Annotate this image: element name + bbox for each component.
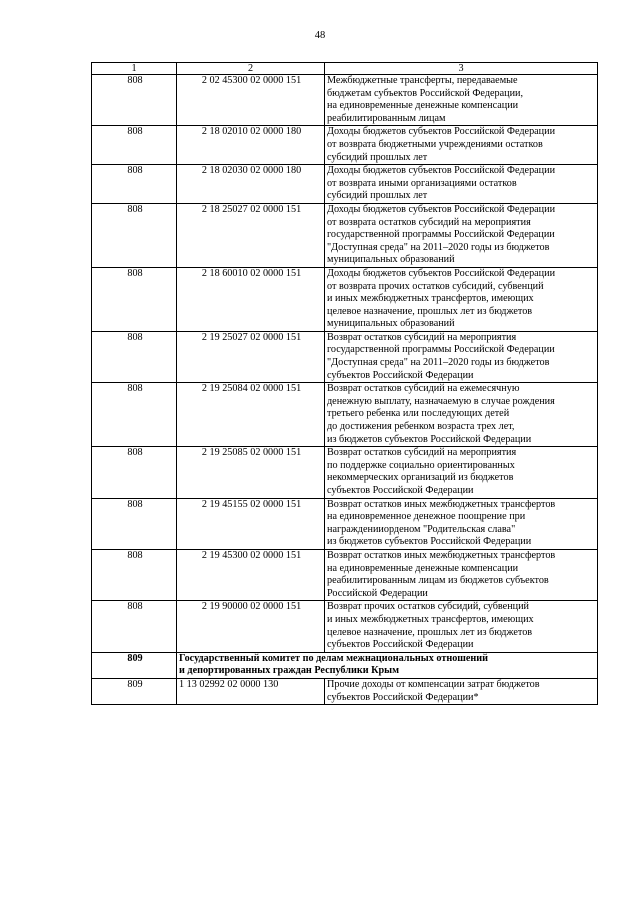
admin-code-cell: 808 — [92, 447, 177, 498]
table-row — [92, 383, 598, 447]
admin-code-cell: 808 — [92, 75, 177, 126]
revenue-code-cell: 2 19 90000 02 0000 151 — [177, 601, 325, 652]
revenue-code-cell: 1 13 02992 02 0000 130 — [177, 678, 325, 704]
admin-code-cell: 808 — [92, 203, 177, 267]
admin-code-cell: 808 — [92, 498, 177, 549]
table-header-row — [92, 63, 598, 75]
revenue-codes-table — [91, 62, 598, 705]
column-header: 2 — [177, 63, 325, 75]
revenue-name-cell: Доходы бюджетов субъектов Российской Федерации от возврата остатков субсидий на мероприятия государственной программы Российской Федерации "Доступная среда" на 2011–2020 годы из бюджетов муниципальных образований — [325, 203, 598, 267]
revenue-name-cell: Возврат остатков субсидий на мероприятия государственной программы Российской Федерации "Доступная среда" на 2011–2020 годы из бюджетов субъектов Российской Федерации — [325, 331, 598, 382]
admin-code-cell: 808 — [92, 165, 177, 204]
table-row — [92, 678, 598, 704]
department-name-cell: Государственный комитет по делам межнациональных отношений и депортированных граждан Республики Крым — [177, 652, 598, 678]
table-row — [92, 203, 598, 267]
column-header: 1 — [92, 63, 177, 75]
revenue-name-cell: Возврат остатков иных межбюджетных трансфертов на единовременные денежные компенсации реабилитированным лицам из бюджетов субъектов Российской Федерации — [325, 549, 598, 600]
revenue-code-cell: 2 18 02010 02 0000 180 — [177, 126, 325, 165]
admin-code-cell: 809 — [92, 678, 177, 704]
table-row — [92, 331, 598, 382]
table-row — [92, 498, 598, 549]
page-number: 48 — [314, 30, 326, 41]
revenue-name-cell: Доходы бюджетов субъектов Российской Федерации от возврата прочих остатков субсидий, субвенций и иных межбюджетных трансфертов, имеющих целевое назначение, прошлых лет из бюджетов муниципальных образований — [325, 267, 598, 331]
revenue-code-cell: 2 18 60010 02 0000 151 — [177, 267, 325, 331]
table-row — [92, 165, 598, 204]
revenue-name-cell: Возврат прочих остатков субсидий, субвенций и иных межбюджетных трансфертов, имеющих целевое назначение, прошлых лет из бюджетов субъектов Российской Федерации — [325, 601, 598, 652]
admin-code-cell: 808 — [92, 267, 177, 331]
column-header: 3 — [325, 63, 598, 75]
revenue-code-cell: 2 19 45155 02 0000 151 — [177, 498, 325, 549]
revenue-code-cell: 2 19 25085 02 0000 151 — [177, 447, 325, 498]
table-row — [92, 549, 598, 600]
revenue-code-cell: 2 19 25084 02 0000 151 — [177, 383, 325, 447]
department-row — [92, 652, 598, 678]
table-row — [92, 75, 598, 126]
table-row — [92, 447, 598, 498]
revenue-name-cell: Доходы бюджетов субъектов Российской Федерации от возврата бюджетными учреждениями остатков субсидий прошлых лет — [325, 126, 598, 165]
revenue-name-cell: Возврат остатков иных межбюджетных трансфертов на единовременное денежное поощрение при награжденииорденом "Родительская слава" из бюджетов субъектов Российской Федерации — [325, 498, 598, 549]
admin-code-cell: 808 — [92, 331, 177, 382]
revenue-code-cell: 2 18 25027 02 0000 151 — [177, 203, 325, 267]
admin-code-cell: 808 — [92, 383, 177, 447]
table-row — [92, 126, 598, 165]
table-row — [92, 267, 598, 331]
revenue-name-cell: Возврат остатков субсидий на ежемесячную денежную выплату, назначаемую в случае рождения третьего ребенка или последующих детей до достижения ребенком возраста трех лет, из бюджетов субъектов Российской Федерации — [325, 383, 598, 447]
table-row — [92, 601, 598, 652]
revenue-name-cell: Межбюджетные трансферты, передаваемые бюджетам субъектов Российской Федерации, на единовременные денежные компенсации реабилитированным лицам — [325, 75, 598, 126]
revenue-name-cell: Доходы бюджетов субъектов Российской Федерации от возврата иными организациями остатков субсидий прошлых лет — [325, 165, 598, 204]
revenue-name-cell: Прочие доходы от компенсации затрат бюджетов субъектов Российской Федерации* — [325, 678, 598, 704]
admin-code-cell: 808 — [92, 549, 177, 600]
admin-code-cell: 808 — [92, 126, 177, 165]
revenue-name-cell: Возврат остатков субсидий на мероприятия по поддержке социально ориентированных некоммерческих организаций из бюджетов субъектов Российской Федерации — [325, 447, 598, 498]
department-code-cell: 809 — [92, 652, 177, 678]
revenue-code-cell: 2 18 02030 02 0000 180 — [177, 165, 325, 204]
revenue-code-cell: 2 19 45300 02 0000 151 — [177, 549, 325, 600]
revenue-code-cell: 2 19 25027 02 0000 151 — [177, 331, 325, 382]
revenue-code-cell: 2 02 45300 02 0000 151 — [177, 75, 325, 126]
admin-code-cell: 808 — [92, 601, 177, 652]
